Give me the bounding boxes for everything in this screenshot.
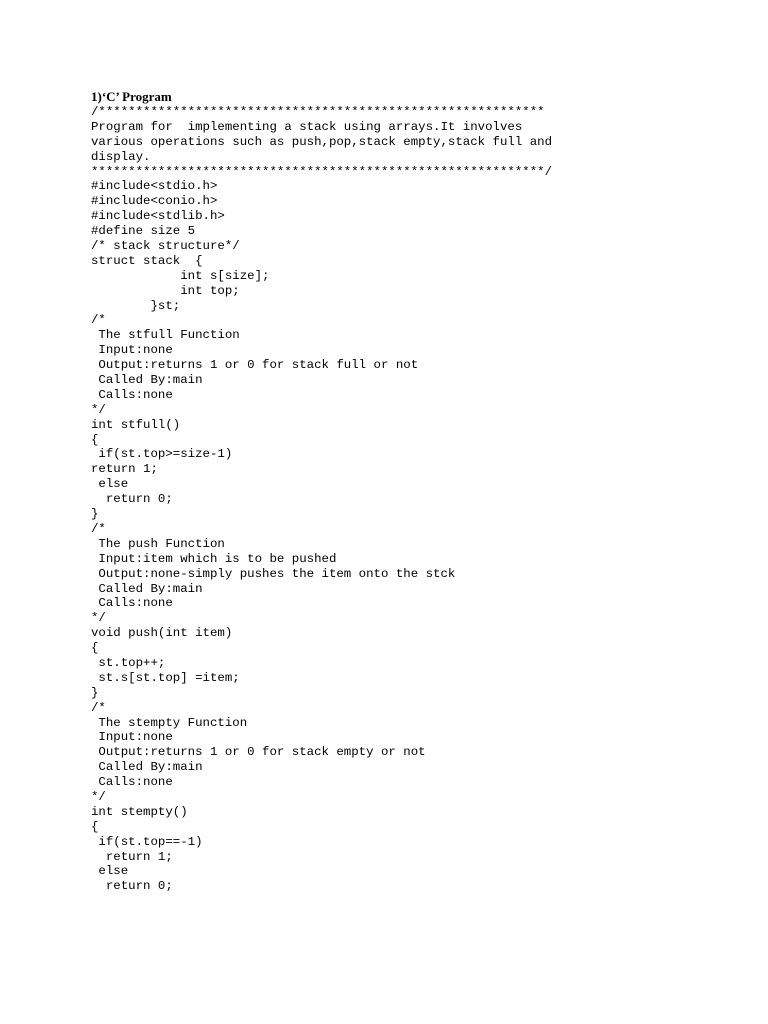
code-line: st.s[st.top] =item; bbox=[91, 670, 240, 685]
code-line: #define size 5 bbox=[91, 224, 196, 239]
code-line: *************************************************************/ bbox=[91, 164, 553, 179]
code-line: int s[size]; bbox=[91, 268, 270, 283]
code-line: if(st.top>=size-1) bbox=[91, 447, 233, 462]
code-line: various operations such as push,pop,stack empty,stack full and bbox=[91, 134, 553, 149]
code-line: display. bbox=[91, 149, 151, 164]
code-line: Input:none bbox=[91, 730, 173, 745]
code-line: Calls:none bbox=[91, 387, 173, 402]
code-line: #include<conio.h> bbox=[91, 194, 218, 209]
code-line: /* stack structure*/ bbox=[91, 239, 240, 254]
code-line: */ bbox=[91, 789, 106, 804]
code-line: int stempty() bbox=[91, 804, 188, 819]
code-line: else bbox=[91, 864, 129, 879]
code-line: Output:none-simply pushes the item onto the stck bbox=[91, 566, 456, 581]
code-line: void push(int item) bbox=[91, 626, 233, 641]
code-line: Input:none bbox=[91, 343, 173, 358]
code-line: return 0; bbox=[91, 879, 173, 894]
code-line: return 1; bbox=[91, 462, 158, 477]
code-line: } bbox=[91, 507, 99, 522]
code-line: int stfull() bbox=[91, 417, 181, 432]
code-line: }st; bbox=[91, 298, 181, 313]
code-line: { bbox=[91, 432, 99, 447]
code-line: /* bbox=[91, 313, 106, 328]
code-line: { bbox=[91, 819, 99, 834]
code-line: /* bbox=[91, 521, 106, 536]
code-line: */ bbox=[91, 611, 106, 626]
code-line: { bbox=[91, 641, 99, 656]
code-line: Output:returns 1 or 0 for stack full or not bbox=[91, 358, 419, 373]
code-line: if(st.top==-1) bbox=[91, 834, 203, 849]
code-line: Calls:none bbox=[91, 596, 173, 611]
code-line: Output:returns 1 or 0 for stack empty or not bbox=[91, 745, 426, 760]
code-line: The stempty Function bbox=[91, 715, 248, 730]
code-line: Called By:main bbox=[91, 581, 203, 596]
code-line: Called By:main bbox=[91, 373, 203, 388]
code-line: struct stack { bbox=[91, 253, 203, 268]
code-line: Program for implementing a stack using arrays.It involves bbox=[91, 119, 523, 134]
code-line: /************************************************************ bbox=[91, 105, 545, 119]
code-line: else bbox=[91, 477, 129, 492]
code-line: return 1; bbox=[91, 849, 173, 864]
code-line: } bbox=[91, 685, 99, 700]
code-line: Input:item which is to be pushed bbox=[91, 551, 337, 566]
code-listing bbox=[91, 105, 761, 894]
code-line: /* bbox=[91, 700, 106, 715]
code-line: int top; bbox=[91, 283, 240, 298]
code-line: #include<stdlib.h> bbox=[91, 209, 225, 224]
code-line: The stfull Function bbox=[91, 328, 240, 343]
code-line: Called By:main bbox=[91, 760, 203, 775]
code-line: st.top++; bbox=[91, 655, 166, 670]
code-line: */ bbox=[91, 402, 106, 417]
code-line: Calls:none bbox=[91, 775, 173, 790]
code-line: The push Function bbox=[91, 536, 225, 551]
code-line: return 0; bbox=[91, 492, 173, 507]
code-line: #include<stdio.h> bbox=[91, 179, 218, 194]
section-heading: 1)‘C’ Program bbox=[91, 89, 172, 104]
